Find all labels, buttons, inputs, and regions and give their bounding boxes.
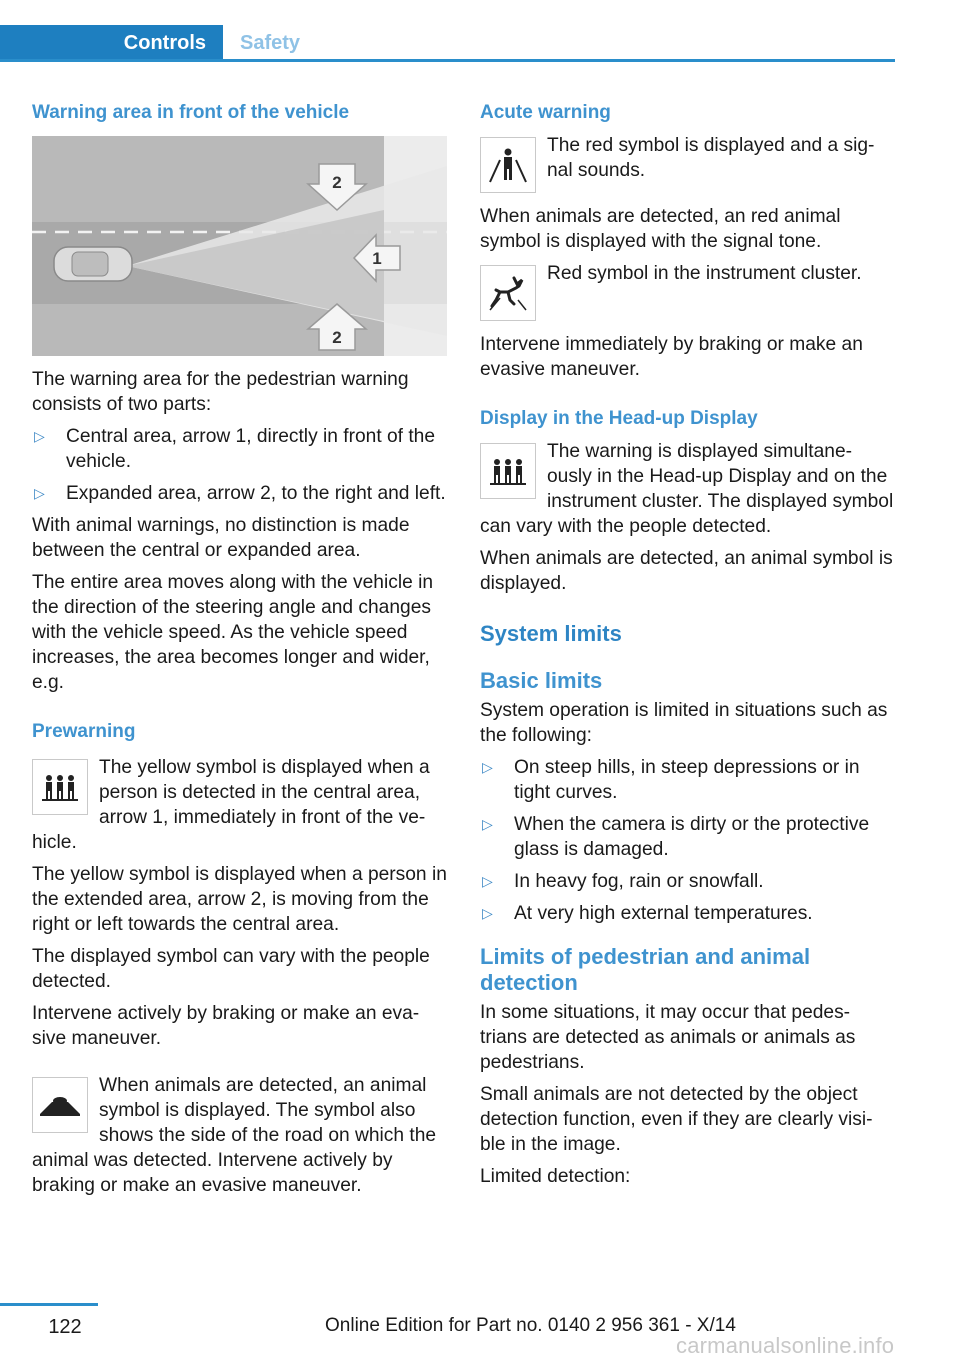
arrow-2-top-label: 2 [332, 173, 342, 192]
footer-rule [0, 1303, 98, 1306]
list-item: ▷ Central area, arrow 1, directly in front of the vehicle. [34, 426, 435, 472]
tab-safety[interactable]: Safety [240, 32, 301, 54]
list-item: ▷ At very high external temperatures. [482, 903, 813, 924]
bullet-triangle-icon: ▷ [34, 485, 45, 501]
list-item: ▷ When the camera is dirty or the protective glass is damaged. [482, 814, 870, 860]
heading-hud-display: Display in the Head-up Display [480, 408, 758, 429]
bullet-triangle-icon: ▷ [34, 428, 45, 444]
edition-text: Online Edition for Part no. 0140 2 956 361 - X/14 [325, 1315, 736, 1336]
paragraph: Limited detection: [480, 1166, 631, 1187]
list-item: ▷ On steep hills, in steep depressions or in tight curves. [482, 757, 860, 803]
heading-acute-warning: Acute warning [480, 102, 611, 123]
heading-system-limits: System limits [480, 621, 622, 646]
arrow-1-label: 1 [372, 249, 382, 268]
right-column [480, 100, 895, 1196]
arrow-2-bottom-label: 2 [332, 328, 342, 347]
warning-area-list [32, 424, 450, 506]
header-bar [0, 25, 895, 62]
paragraph: Intervene immediately by braking or make an evasive maneuver. [480, 334, 863, 380]
heading-prewarning: Prewarning [32, 721, 136, 742]
prewarning-block: The yellow symbol is displayed when a person is detected in the central area, arrow 1, immediately in front of the ve‐hicle. [32, 757, 430, 853]
hud-block: The warning is displayed simultane‐ously in the Head-up Display and on the instrument cluster. The displayed symbol can vary with the people detected. [480, 441, 894, 537]
intro-text: The warning area for the pedestrian warning consists of two parts: [32, 369, 409, 415]
heading-detection-limits: Limits of pedestrian and animal detection [480, 944, 811, 995]
car-icon [54, 247, 132, 281]
paragraph: When animals are detected, an red animal symbol is displayed with the signal tone. [480, 206, 841, 252]
paragraph: The yellow symbol is displayed when a person in the extended area, arrow 2, is moving from the right or left towards the central area. [32, 864, 447, 935]
pedestrian-red-icon [480, 137, 536, 193]
bullet-triangle-icon: ▷ [482, 873, 493, 889]
heading-warning-area: Warning area in front of the vehicle [32, 102, 350, 123]
page-number: 122 [48, 1316, 82, 1338]
deer-block: Red symbol in the instrument cluster. [480, 261, 895, 325]
list-item: ▷ Expanded area, arrow 2, to the right and left. [34, 483, 446, 504]
limits-list [480, 755, 895, 926]
paragraph: The displayed symbol can vary with the people detected. [32, 946, 430, 992]
list-item: ▷ In heavy fog, rain or snowfall. [482, 871, 764, 892]
header-rule [0, 59, 895, 62]
paragraph: Small animals are not detected by the object detection function, even if they are clearly visi‐ble in the image. [480, 1084, 873, 1155]
paragraph: When animals are detected, an animal symbol is displayed. [480, 548, 893, 594]
pedestrians-yellow-icon [32, 759, 88, 815]
paragraph: Intervene actively by braking or make an eva‐sive maneuver. [32, 1003, 420, 1049]
bullet-triangle-icon: ▷ [482, 759, 493, 775]
left-column [32, 100, 450, 1205]
warning-area-diagram [32, 136, 447, 356]
watermark: carmanualsonline.info [676, 1333, 895, 1358]
paragraph: System operation is limited in situations such as the following: [480, 700, 888, 746]
paragraph: With animal warnings, no distinction is made between the central or expanded area. [32, 515, 410, 561]
pedestrians-hud-icon [480, 443, 536, 499]
acute-block: The red symbol is displayed and a sig‐nal sounds. [480, 133, 895, 197]
heading-basic-limits: Basic limits [480, 668, 603, 693]
bullet-triangle-icon: ▷ [482, 905, 493, 921]
animal-road-icon [32, 1077, 88, 1133]
animal-block: When animals are detected, an animal symbol is displayed. The symbol also shows the side of the road on which the animal was detected. Intervene actively by braking or make an evasive maneuver. [32, 1075, 437, 1196]
tab-controls[interactable]: Controls [0, 25, 223, 62]
deer-red-icon [480, 265, 536, 321]
paragraph: The entire area moves along with the vehicle in the direction of the steering angle and changes with the vehicle speed. As the vehicle speed increases, the area becomes longer and wider, e.g. [32, 572, 434, 693]
paragraph: In some situations, it may occur that pedes‐trians are detected as animals or animals as pedestrians. [480, 1002, 856, 1073]
bullet-triangle-icon: ▷ [482, 816, 493, 832]
